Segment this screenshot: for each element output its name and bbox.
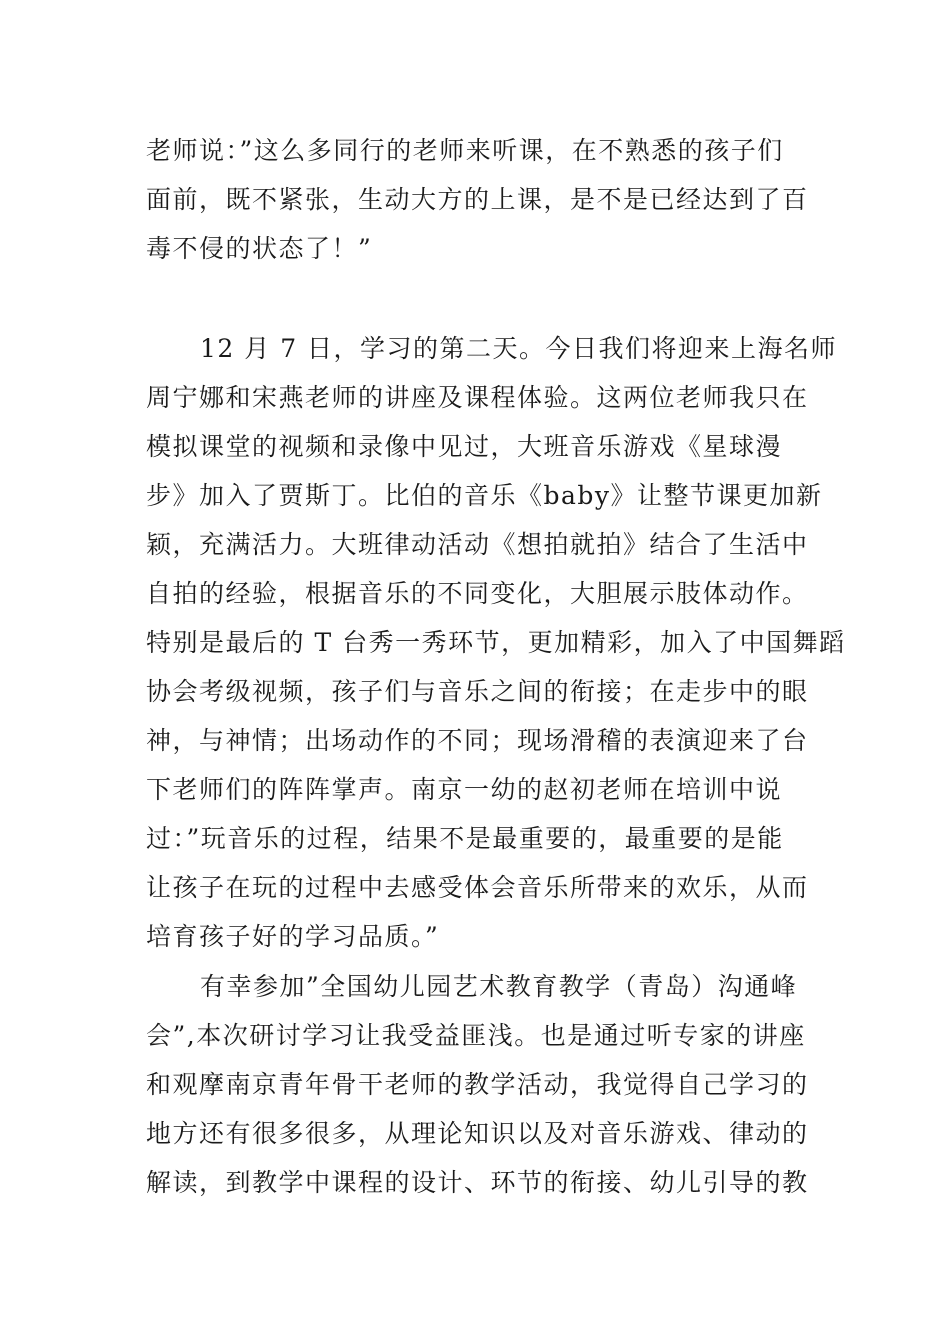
text-line: 毒不侵的状态了！” xyxy=(146,234,373,263)
text-line: 周宁娜和宋燕老师的讲座及课程体验。这两位老师我只在 xyxy=(146,383,809,412)
text-line: 下老师们的阵阵掌声。南京一幼的赵初老师在培训中说 xyxy=(146,775,783,804)
text-line: 颖，充满活力。大班律动活动《想拍就拍》结合了生活中 xyxy=(146,530,809,559)
text-line: 让孩子在玩的过程中去感受体会音乐所带来的欢乐，从而 xyxy=(146,873,809,902)
text-line: 模拟课堂的视频和录像中见过，大班音乐游戏《星球漫 xyxy=(146,432,783,461)
text-line: 解读，到教学中课程的设计、环节的衔接、幼儿引导的教 xyxy=(146,1168,809,1197)
text-line: 自拍的经验，根据音乐的不同变化，大胆展示肢体动作。 xyxy=(146,579,809,608)
text-line: 协会考级视频，孩子们与音乐之间的衔接；在走步中的眼 xyxy=(146,677,809,706)
text-line: 培育孩子好的学习品质。” xyxy=(146,922,440,951)
text-line: 12 月 7 日，学习的第二天。今日我们将迎来上海名师 xyxy=(200,334,838,363)
text-line: 过：”玩音乐的过程，结果不是最重要的，最重要的是能 xyxy=(146,824,784,853)
text-line: 老师说：”这么多同行的老师来听课，在不熟悉的孩子们 xyxy=(146,136,784,165)
text-line: 有幸参加”全国幼儿园艺术教育教学（青岛）沟通峰 xyxy=(200,972,798,1001)
text-line: 会”,本次研讨学习让我受益匪浅。也是通过听专家的讲座 xyxy=(146,1021,806,1050)
text-line: 特别是最后的 T 台秀一秀环节，更加精彩，加入了中国舞蹈 xyxy=(146,628,846,657)
text-line: 地方还有很多很多，从理论知识以及对音乐游戏、律动的 xyxy=(146,1119,809,1148)
text-line: 和观摩南京青年骨干老师的教学活动，我觉得自己学习的 xyxy=(146,1070,809,1099)
text-line: 神，与神情；出场动作的不同；现场滑稽的表演迎来了台 xyxy=(146,726,809,755)
text-line: 步》加入了贾斯丁。比伯的音乐《baby》让整节课更加新 xyxy=(146,481,823,510)
text-line: 面前，既不紧张，生动大方的上课，是不是已经达到了百 xyxy=(146,185,809,214)
